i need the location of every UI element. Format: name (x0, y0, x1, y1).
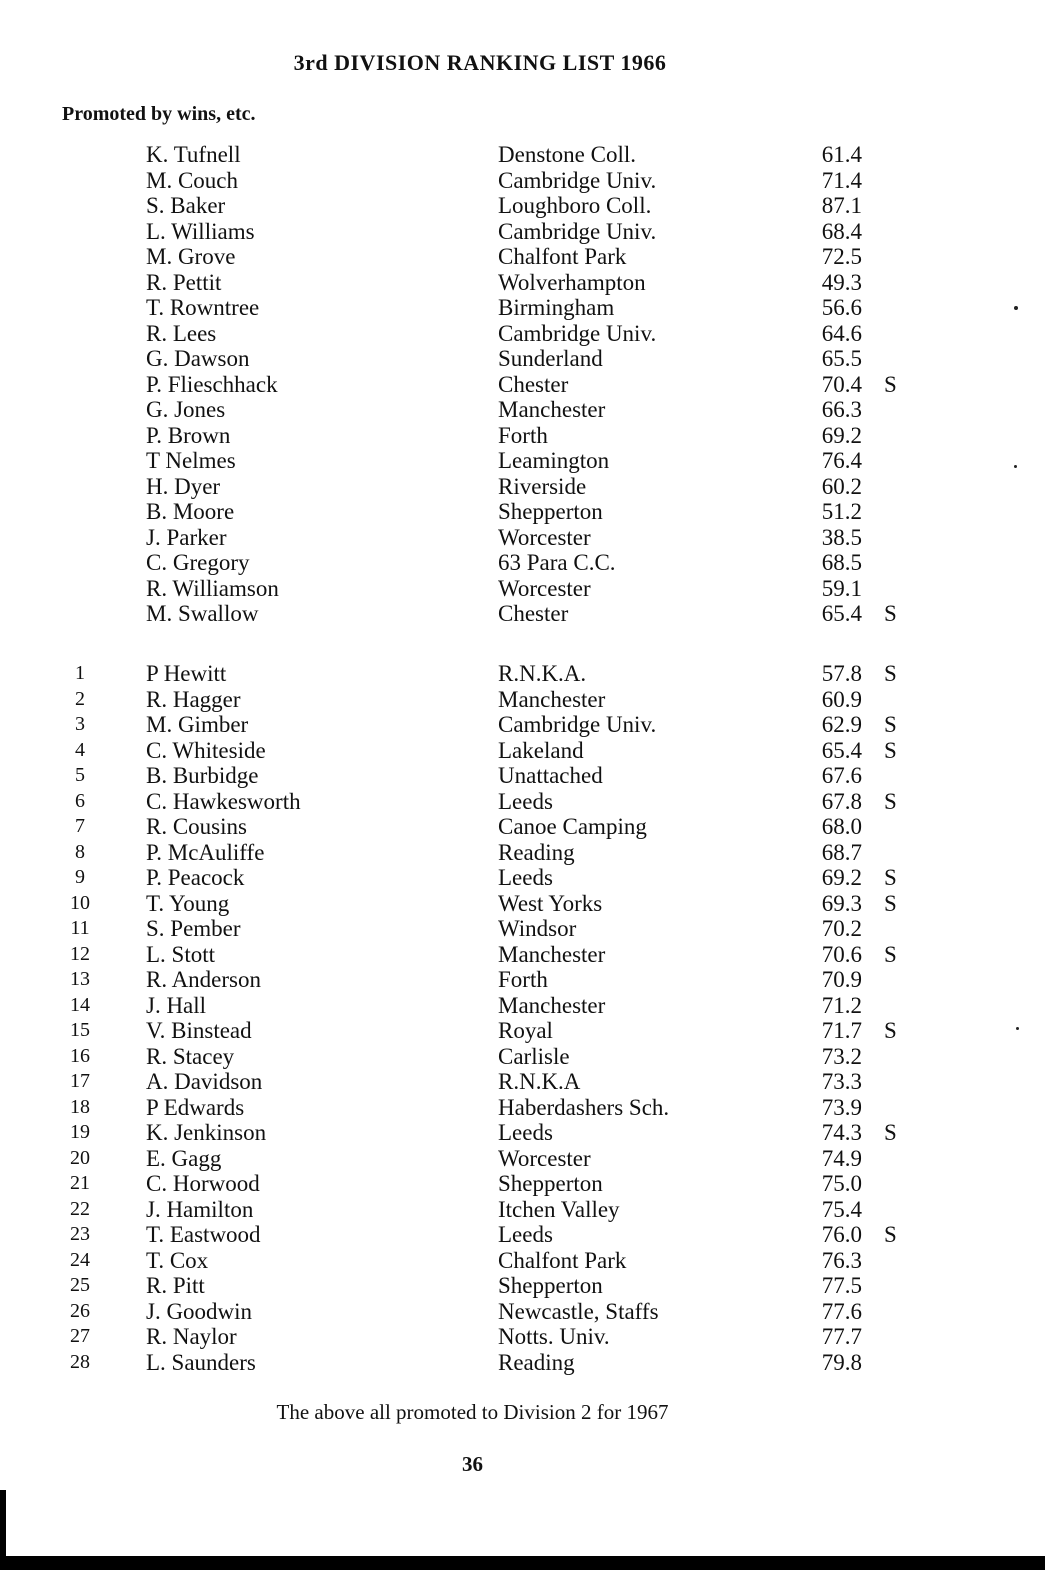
row-club: 63 Para C.C. (498, 550, 616, 575)
row-time: 77.7 (821, 1324, 862, 1349)
row-name: P Edwards (146, 1094, 245, 1120)
row-name: R. Anderson (146, 967, 261, 992)
row-time: 79.8 (821, 1349, 862, 1375)
row-name: C. Whiteside (146, 737, 266, 763)
ranked-row (0, 865, 1045, 891)
row-club: Shepperton (498, 1171, 603, 1196)
promoted-row (0, 576, 1045, 602)
row-name: K. Tufnell (146, 142, 241, 167)
row-name: C. Gregory (146, 550, 250, 575)
row-club: Forth (498, 967, 548, 992)
row-time: 68.0 (821, 814, 862, 839)
promoted-row (0, 448, 1045, 474)
row-time: 49.3 (821, 269, 862, 295)
row-flag: S (884, 371, 897, 397)
row-club: Worcester (498, 524, 591, 550)
row-flag: S (884, 712, 897, 737)
row-flag: S (884, 737, 897, 763)
row-name: T. Cox (146, 1247, 209, 1273)
left-edge-rule (0, 1490, 6, 1558)
row-name: J. Hall (146, 992, 207, 1018)
row-rank: 19 (70, 1121, 90, 1143)
row-time: 69.3 (821, 890, 862, 916)
row-name: M. Couch (146, 167, 238, 193)
row-rank: 13 (70, 968, 90, 990)
row-rank: 3 (75, 713, 85, 735)
row-club: Cambridge Univ. (498, 712, 657, 737)
row-name: J. Parker (146, 524, 227, 550)
ranked-row (0, 738, 1045, 764)
row-club: Manchester (498, 397, 606, 422)
row-name: P. Peacock (146, 865, 245, 890)
row-name: E. Gagg (146, 1145, 222, 1171)
row-time: 70.9 (821, 967, 862, 992)
row-club: Canoe Camping (498, 814, 647, 839)
row-rank: 20 (70, 1146, 90, 1169)
row-name: B. Burbidge (146, 763, 259, 788)
ranked-row (0, 1069, 1045, 1095)
promoted-row (0, 397, 1045, 423)
row-rank: 15 (70, 1019, 90, 1041)
row-club: Notts. Univ. (498, 1324, 610, 1349)
row-name: S. Pember (146, 916, 241, 941)
row-rank: 4 (75, 738, 85, 761)
row-club: Itchen Valley (498, 1196, 620, 1222)
row-club: Shepperton (498, 1273, 603, 1298)
ranked-row (0, 814, 1045, 840)
row-club: West Yorks (498, 890, 603, 916)
row-club: Royal (498, 1018, 553, 1043)
ranked-row (0, 712, 1045, 738)
row-time: 68.5 (821, 550, 862, 575)
ranked-row (0, 1146, 1045, 1172)
row-flag: S (884, 788, 897, 814)
row-name: K. Jenkinson (146, 1120, 267, 1145)
row-flag: S (884, 1120, 897, 1145)
row-rank: 6 (75, 789, 85, 812)
row-time: 75.0 (821, 1171, 862, 1196)
row-flag: S (884, 1222, 897, 1247)
row-club: Newcastle, Staffs (498, 1298, 659, 1324)
row-rank: 22 (70, 1197, 90, 1220)
row-name: V. Binstead (146, 1018, 252, 1043)
row-time: 74.9 (821, 1145, 862, 1171)
ranked-row (0, 1197, 1045, 1223)
row-time: 73.3 (821, 1069, 862, 1094)
row-time: 68.4 (821, 218, 862, 244)
print-speck (1016, 1027, 1019, 1030)
row-flag: S (884, 661, 897, 686)
row-name: M. Gimber (146, 712, 249, 737)
promoted-row (0, 550, 1045, 576)
row-name: S. Baker (146, 193, 226, 218)
row-time: 71.4 (821, 167, 862, 193)
row-flag: S (884, 865, 897, 890)
row-name: C. Hawkesworth (146, 788, 301, 814)
row-rank: 25 (70, 1274, 90, 1296)
promoted-row (0, 321, 1045, 347)
row-club: R.N.K.A (498, 1069, 581, 1094)
row-rank: 1 (75, 662, 85, 684)
row-time: 70.2 (821, 916, 862, 941)
row-time: 67.8 (821, 788, 862, 814)
promoted-row (0, 525, 1045, 551)
row-club: Leeds (498, 1120, 553, 1145)
row-club: Cambridge Univ. (498, 167, 657, 193)
row-name: R. Lees (146, 320, 217, 346)
promoted-row (0, 219, 1045, 245)
row-name: B. Moore (146, 499, 235, 524)
row-rank: 8 (75, 840, 85, 863)
row-time: 65.4 (821, 601, 862, 626)
promoted-row (0, 193, 1045, 219)
promoted-row (0, 244, 1045, 270)
promoted-row (0, 168, 1045, 194)
row-name: L. Williams (146, 218, 255, 244)
row-club: Denstone Coll. (498, 142, 636, 167)
row-name: A. Davidson (146, 1069, 263, 1094)
ranked-row (0, 1222, 1045, 1248)
row-name: R. Pitt (146, 1273, 205, 1298)
row-name: M. Grove (146, 244, 236, 269)
row-time: 71.7 (821, 1018, 862, 1043)
row-time: 69.2 (821, 865, 862, 890)
row-rank: 17 (70, 1070, 90, 1092)
row-time: 59.1 (821, 575, 862, 601)
promoted-row (0, 295, 1045, 321)
ranked-row (0, 1018, 1045, 1044)
page-title: 3rd DIVISION RANKING LIST 1966 (293, 50, 667, 75)
row-rank: 9 (75, 866, 85, 888)
row-rank: 10 (70, 891, 90, 914)
row-time: 56.6 (821, 295, 862, 320)
row-time: 60.2 (821, 473, 862, 499)
ranked-row (0, 1273, 1045, 1299)
promoted-row (0, 346, 1045, 372)
row-name: G. Dawson (146, 346, 250, 371)
row-time: 76.3 (821, 1247, 862, 1273)
row-club: Leeds (498, 1222, 553, 1247)
row-time: 87.1 (821, 193, 862, 218)
row-club: Wolverhampton (498, 269, 646, 295)
row-club: Leamington (498, 448, 610, 473)
row-club: Cambridge Univ. (498, 218, 657, 244)
ranked-row (0, 840, 1045, 866)
row-time: 38.5 (821, 524, 862, 550)
row-club: Worcester (498, 1145, 591, 1171)
row-club: Manchester (498, 992, 606, 1018)
row-name: P. Flieschhack (146, 371, 278, 397)
ranked-row (0, 1324, 1045, 1350)
ranked-row (0, 661, 1045, 687)
row-time: 70.4 (821, 371, 862, 397)
row-club: Unattached (498, 763, 603, 788)
row-club: Carlisle (498, 1043, 570, 1069)
promoted-row (0, 372, 1045, 398)
row-name: T. Eastwood (146, 1222, 261, 1247)
print-speck (1014, 465, 1017, 468)
row-time: 76.4 (821, 448, 862, 473)
row-rank: 23 (70, 1223, 90, 1245)
row-name: R. Stacey (146, 1043, 235, 1069)
row-rank: 28 (70, 1350, 90, 1373)
row-time: 62.9 (821, 712, 862, 737)
row-club: R.N.K.A. (498, 661, 587, 686)
row-rank: 16 (70, 1044, 90, 1067)
row-club: Windsor (498, 916, 577, 941)
row-club: Birmingham (498, 295, 615, 320)
ranked-row (0, 687, 1045, 713)
row-time: 70.6 (821, 941, 862, 967)
row-club: Manchester (498, 686, 606, 712)
row-name: C. Horwood (146, 1171, 260, 1196)
row-club: Sunderland (498, 346, 603, 371)
ranked-row (0, 1299, 1045, 1325)
row-rank: 21 (70, 1172, 90, 1194)
row-name: P. McAuliffe (146, 839, 265, 865)
row-time: 73.2 (821, 1043, 862, 1069)
row-club: Reading (498, 839, 575, 865)
ranked-row (0, 1350, 1045, 1376)
row-time: 64.6 (821, 320, 862, 346)
footer-note: The above all promoted to Division 2 for 1967 (276, 1400, 669, 1424)
row-name: J. Hamilton (146, 1196, 254, 1222)
row-club: Cambridge Univ. (498, 320, 657, 346)
row-time: 65.5 (821, 346, 862, 371)
promoted-row (0, 499, 1045, 525)
row-time: 57.8 (821, 661, 862, 686)
ranked-row (0, 1171, 1045, 1197)
row-name: R. Pettit (146, 269, 222, 295)
ranked-row (0, 891, 1045, 917)
row-name: L. Stott (146, 941, 216, 967)
row-club: Lakeland (498, 737, 584, 763)
row-rank: 27 (70, 1325, 90, 1347)
row-flag: S (884, 601, 897, 626)
row-name: R. Naylor (146, 1324, 237, 1349)
row-rank: 12 (70, 942, 90, 965)
print-speck (1014, 306, 1018, 310)
ranked-row (0, 967, 1045, 993)
page-number: 36 (462, 1452, 483, 1476)
row-club: Chester (498, 371, 569, 397)
row-club: Chalfont Park (498, 1247, 627, 1273)
row-club: Leeds (498, 788, 553, 814)
row-time: 67.6 (821, 763, 862, 788)
row-flag: S (884, 890, 897, 916)
row-time: 66.3 (821, 397, 862, 422)
row-rank: 5 (75, 764, 85, 786)
ranked-row (0, 1248, 1045, 1274)
row-time: 69.2 (821, 422, 862, 448)
row-name: J. Goodwin (146, 1298, 253, 1324)
row-rank: 11 (70, 917, 90, 939)
promoted-row (0, 423, 1045, 449)
row-flag: S (884, 1018, 897, 1043)
row-time: 73.9 (821, 1094, 862, 1120)
row-name: T Nelmes (146, 448, 236, 473)
row-club: Leeds (498, 865, 553, 890)
row-time: 61.4 (821, 142, 862, 167)
row-rank: 14 (70, 993, 90, 1016)
row-name: M. Swallow (146, 601, 259, 626)
promoted-row (0, 270, 1045, 296)
ranked-row (0, 1095, 1045, 1121)
promoted-row (0, 474, 1045, 500)
row-club: Chester (498, 601, 569, 626)
row-club: Worcester (498, 575, 591, 601)
row-name: R. Cousins (146, 814, 247, 839)
row-time: 77.6 (821, 1298, 862, 1324)
row-name: R. Hagger (146, 686, 241, 712)
section-heading: Promoted by wins, etc. (62, 103, 256, 125)
row-time: 71.2 (821, 992, 862, 1018)
row-rank: 18 (70, 1095, 90, 1118)
promoted-row (0, 601, 1045, 627)
row-name: L. Saunders (146, 1349, 256, 1375)
row-rank: 2 (75, 687, 85, 710)
row-club: Forth (498, 422, 548, 448)
row-time: 60.9 (821, 686, 862, 712)
row-time: 51.2 (821, 499, 862, 524)
row-name: R. Williamson (146, 575, 279, 601)
row-club: Loughboro Coll. (498, 193, 652, 218)
row-name: T. Rowntree (146, 295, 260, 320)
row-time: 77.5 (821, 1273, 862, 1298)
promoted-row (0, 142, 1045, 168)
row-name: P Hewitt (146, 661, 227, 686)
row-club: Riverside (498, 473, 587, 499)
row-club: Chalfont Park (498, 244, 627, 269)
row-time: 75.4 (821, 1196, 862, 1222)
row-club: Haberdashers Sch. (498, 1094, 670, 1120)
ranked-row (0, 993, 1045, 1019)
row-time: 74.3 (821, 1120, 862, 1145)
ranked-row (0, 789, 1045, 815)
ranked-row (0, 1120, 1045, 1146)
row-name: G. Jones (146, 397, 226, 422)
bottom-edge-rule (0, 1556, 1045, 1570)
row-rank: 7 (75, 815, 85, 837)
row-name: H. Dyer (146, 473, 221, 499)
row-name: T. Young (146, 890, 230, 916)
row-club: Reading (498, 1349, 575, 1375)
row-rank: 26 (70, 1299, 90, 1322)
ranked-row (0, 763, 1045, 789)
row-time: 72.5 (821, 244, 862, 269)
row-time: 68.7 (821, 839, 862, 865)
row-club: Shepperton (498, 499, 603, 524)
ranked-row (0, 1044, 1045, 1070)
row-name: P. Brown (146, 422, 231, 448)
ranked-row (0, 942, 1045, 968)
ranked-row (0, 916, 1045, 942)
row-time: 76.0 (821, 1222, 862, 1247)
row-club: Manchester (498, 941, 606, 967)
row-rank: 24 (70, 1248, 90, 1271)
row-time: 65.4 (821, 737, 862, 763)
row-flag: S (884, 941, 897, 967)
